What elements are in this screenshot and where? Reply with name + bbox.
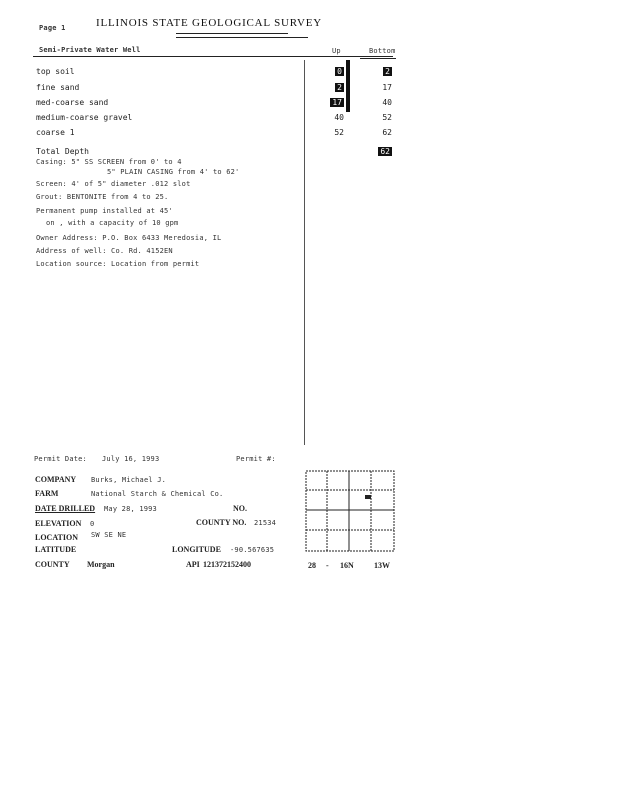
date-drilled-value: May 28, 1993: [104, 505, 157, 513]
stratum-top: [318, 83, 344, 92]
county-no-label: COUNTY NO.: [196, 518, 247, 527]
company-label: COMPANY: [35, 475, 77, 484]
screen-line: Screen: 4' of 5" diameter .012 slot: [36, 180, 191, 188]
total-depth-value: [366, 147, 392, 156]
stratum-name: medium-coarse gravel: [36, 113, 133, 122]
pump-line-2: on , with a capacity of 10 gpm: [46, 219, 179, 227]
stratum-top: [318, 98, 344, 107]
stratum-top: 40: [334, 113, 344, 122]
date-drilled-label: DATE DRILLED: [35, 504, 96, 513]
stratum-name: med-coarse sand: [36, 98, 109, 107]
county-value: Morgan: [87, 560, 115, 569]
col-header-top: Up: [332, 47, 341, 55]
total-depth-number: 62: [380, 147, 390, 156]
township-value: 16N: [340, 561, 354, 570]
title-underline-2: [176, 37, 308, 38]
latitude-label: LATITUDE: [35, 545, 77, 554]
grout-line: Grout: BENTONITE from 4 to 25.: [36, 193, 169, 201]
elevation-label: ELEVATION: [35, 519, 82, 528]
section-grid: [305, 470, 397, 554]
title-underline: [176, 33, 288, 34]
column-line-left: [304, 60, 305, 445]
well-address: Address of well: Co. Rd. 4152EN: [36, 247, 173, 255]
pump-line-1: Permanent pump installed at 45': [36, 207, 173, 215]
permit-date-value: July 16, 1993: [102, 455, 160, 463]
stratum-name: fine sand: [36, 83, 80, 92]
stratum-name: top soil: [36, 67, 75, 76]
stratum-name: coarse 1: [36, 128, 75, 137]
farm-value: National Starch & Chemical Co.: [91, 490, 224, 498]
well-type: Semi-Private Water Well: [39, 46, 141, 54]
api-value: 121372152400: [203, 560, 251, 569]
stratum-bottom: 62: [382, 128, 392, 137]
stratum-bottom-value: 2: [385, 67, 390, 76]
stratum-top-value: 17: [332, 98, 342, 107]
farm-label: FARM: [35, 489, 59, 498]
permit-number-label: Permit #:: [236, 455, 276, 463]
page-title: ILLINOIS STATE GEOLOGICAL SURVEY: [96, 17, 322, 29]
stratum-top: [318, 67, 344, 76]
permit-date-label: Permit Date:: [34, 455, 87, 463]
col-header-bottom: Bottom: [369, 47, 396, 55]
page-label: Page 1: [39, 24, 66, 32]
stratum-bottom: [366, 67, 392, 76]
county-no-value: 21534: [254, 519, 277, 527]
stratum-bottom: 17: [382, 83, 392, 92]
column-bar-top: [346, 60, 350, 112]
location-label: LOCATION: [35, 533, 78, 542]
stratum-top-value: 0: [337, 67, 342, 76]
owner-address: Owner Address: P.O. Box 6433 Meredosia, IL: [36, 234, 222, 242]
stratum-bottom: 40: [382, 98, 392, 107]
stratum-bottom: 52: [382, 113, 392, 122]
range-value: 13W: [374, 561, 390, 570]
stratum-top: 52: [334, 128, 344, 137]
section-value: 28: [308, 561, 316, 570]
stratum-top-value: 2: [337, 83, 342, 92]
longitude-value: -90.567635: [230, 546, 275, 554]
api-label: API: [186, 560, 200, 569]
location-value: SW SE NE: [91, 531, 127, 539]
elevation-value: 0: [90, 520, 95, 528]
company-value: Burks, Michael J.: [91, 476, 167, 484]
location-source: Location source: Location from permit: [36, 260, 200, 268]
casing-line-1: Casing: 5" SS SCREEN from 0' to 4: [36, 158, 182, 166]
casing-line-2: 5" PLAIN CASING from 4' to 62': [107, 168, 240, 176]
longitude-label: LONGITUDE: [172, 545, 221, 554]
dash-separator: -: [326, 561, 329, 570]
location-marker: [365, 495, 371, 499]
header-divider: [33, 56, 393, 57]
no-label: NO.: [233, 504, 247, 513]
header-divider-right: [360, 58, 396, 59]
county-label: COUNTY: [35, 560, 70, 569]
total-depth-label: Total Depth: [36, 147, 89, 156]
